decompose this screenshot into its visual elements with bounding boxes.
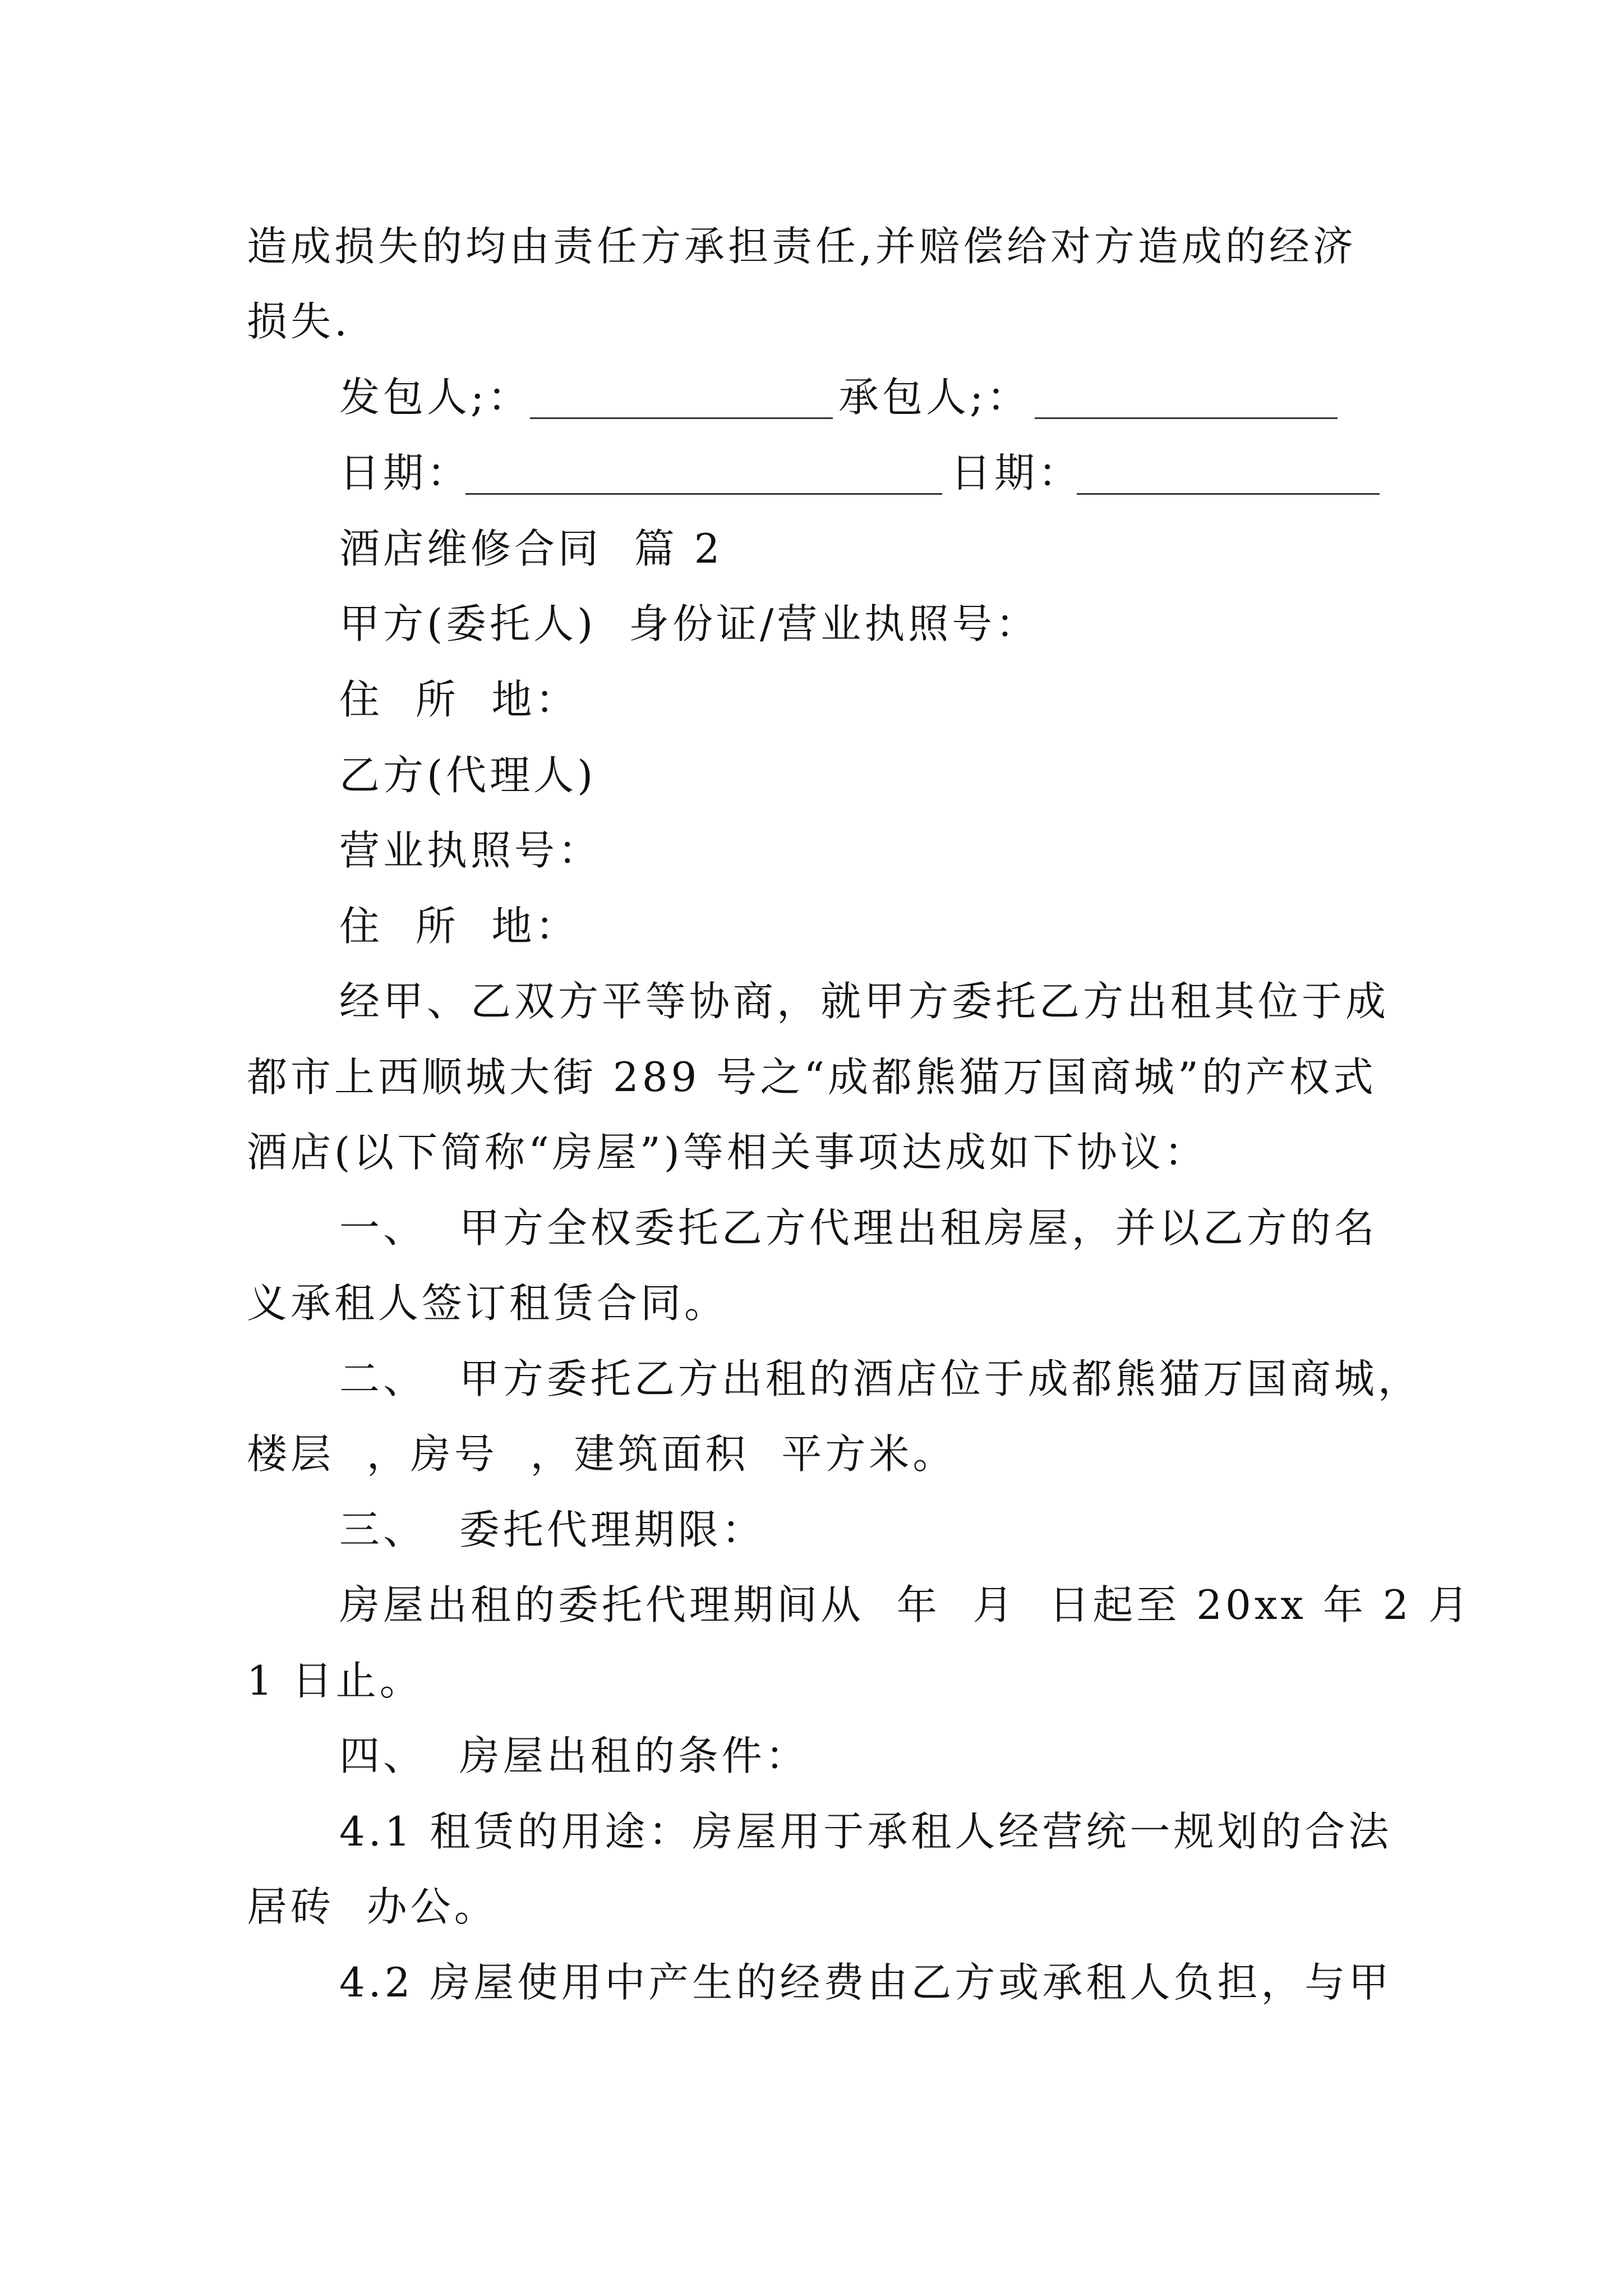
paragraph-line: 都市上西顺城大街 289 号之“成都熊猫万国商城”的产权式 xyxy=(247,1053,1377,1101)
clause-4-2: 4.2 房屋使用中产生的经费由乙方或承租人负担，与甲 xyxy=(339,1959,1393,2006)
paragraph-line: 1 日止。 xyxy=(247,1657,423,1704)
party-b-line: 乙方(代理人) xyxy=(339,752,597,799)
paragraph-line: 房屋出租的委托代理期间从 年 月 日起至 20xx 年 2 月 xyxy=(339,1581,1472,1628)
contractor-date-blank xyxy=(1077,493,1380,495)
contractor-date-label: 日期： xyxy=(951,449,1082,496)
issuer-date-blank xyxy=(465,493,942,495)
party-a-line: 甲方(委托人) 身份证/营业执照号： xyxy=(339,600,1040,647)
party-b-address: 住 所 地： xyxy=(339,903,579,950)
paragraph-line: 损失. xyxy=(247,298,351,345)
clause-4-1: 4.1 租赁的用途：房屋用于承租人经营统一规划的合法 xyxy=(339,1808,1393,1855)
issuer-signature-label: 发包人;： xyxy=(339,374,532,421)
paragraph-line: 义承租人签订租赁合同。 xyxy=(247,1280,728,1327)
paragraph-line: 酒店(以下简称“房屋”)等相关事项达成如下协议： xyxy=(247,1129,1208,1176)
party-a-address: 住 所 地： xyxy=(339,676,579,723)
contractor-signature-label: 承包人;： xyxy=(838,374,1031,421)
issuer-date-label: 日期： xyxy=(339,449,471,496)
paragraph-line: 造成损失的均由责任方承担责任,并赔偿给对方造成的经济 xyxy=(247,223,1357,270)
clause-4: 四、 房屋出租的条件： xyxy=(339,1732,809,1779)
paragraph-line: 经甲、乙双方平等协商，就甲方委托乙方出租其位于成 xyxy=(339,978,1390,1025)
party-b-license: 营业执照号： xyxy=(339,827,602,874)
issuer-signature-blank xyxy=(530,417,833,419)
section-title: 酒店维修合同 篇 2 xyxy=(339,525,723,572)
paragraph-line: 楼层 ，房号 ，建筑面积 平方米。 xyxy=(247,1430,957,1478)
contractor-signature-blank xyxy=(1035,417,1338,419)
paragraph-line: 居砖 办公。 xyxy=(247,1883,498,1930)
clause-3: 三、 委托代理期限： xyxy=(339,1506,766,1553)
clause-2: 二、 甲方委托乙方出租的酒店位于成都熊猫万国商城， xyxy=(339,1355,1422,1402)
clause-1: 一、 甲方全权委托乙方代理出租房屋，并以乙方的名 xyxy=(339,1204,1378,1251)
